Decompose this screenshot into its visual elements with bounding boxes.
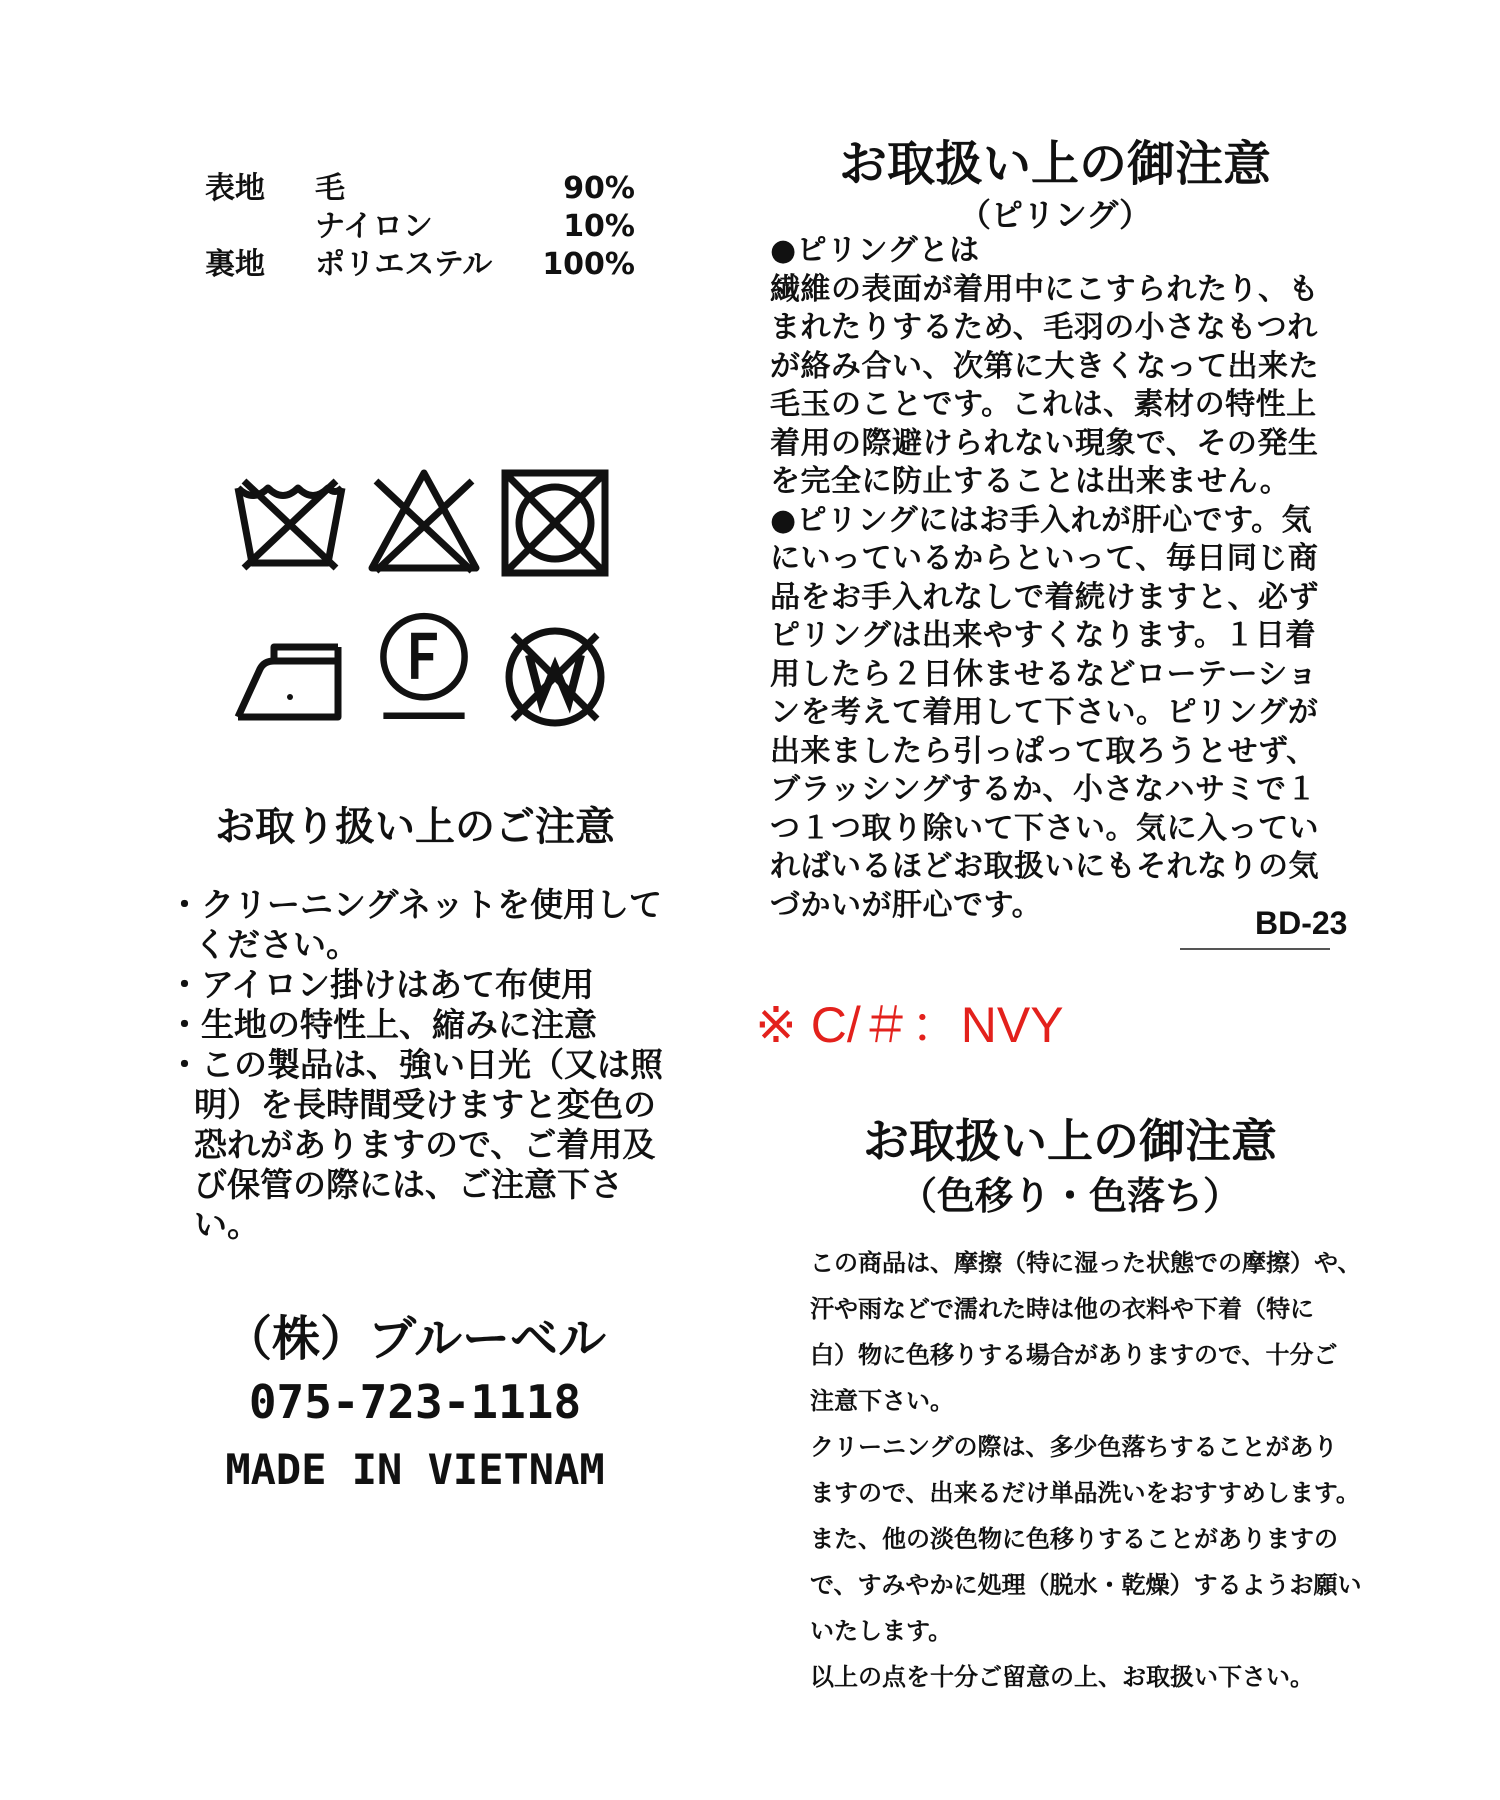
no-bleach-icon	[364, 463, 484, 583]
company-phone: 075-723-1118	[248, 1375, 582, 1429]
list-item: ・クリーニングネットを使用してください。	[168, 885, 663, 964]
list-item: ・生地の特性上、縮みに注意	[168, 1005, 597, 1044]
text-line: この商品は、摩擦（特に湿った状態での摩擦）や、	[810, 1249, 1362, 1277]
text-line: 着用の際避けられない現象で、その発生	[770, 425, 1319, 461]
text-line: 注意下さい。	[810, 1387, 954, 1415]
text-line: ればいるほどお取扱いにもそれなりの気	[770, 849, 1319, 884]
divider	[1180, 948, 1330, 950]
text-line: 白）物に色移りする場合がありますので、十分ご	[810, 1341, 1338, 1369]
text-line: にいっているからといって、毎日同じ商	[770, 541, 1319, 576]
composition-material: ナイロン	[315, 209, 433, 244]
text-line: いたします。	[810, 1617, 953, 1645]
composition-material: ポリエステル	[315, 247, 493, 282]
composition-percent: 90%	[563, 171, 635, 206]
text-line: 品をお手入れなしで着続けますと、必ず	[770, 579, 1319, 615]
text-line: まれたりするため、毛羽の小さなもつれ	[770, 310, 1318, 345]
no-tumble-dry-icon	[495, 463, 615, 583]
color-code-note: ※ C/＃：NVY	[755, 997, 1064, 1053]
iron-low-icon	[230, 617, 350, 737]
text-line: ンを考えて着用して下さい。ピリングが	[770, 695, 1319, 730]
text-line: 毛玉のことです。これは、素材の特性上	[770, 387, 1317, 422]
text-line: つ１つ取り除いて下さい。気に入ってい	[770, 810, 1319, 846]
text-line: 用したら２日休ませるなどローテーショ	[770, 656, 1318, 692]
composition-row	[205, 170, 645, 208]
composition-percent: 10%	[563, 209, 635, 244]
composition-label: 裏地	[205, 247, 265, 282]
pilling-notice-body	[770, 232, 1378, 925]
color-notice-subtitle: （色移り・色落ち）	[898, 1174, 1241, 1218]
text-line: で、すみやかに処理（脱水・乾燥）するようお願い	[810, 1571, 1362, 1599]
text-line: が絡み合い、次第に大きくなって出来た	[770, 348, 1319, 384]
color-notice-body	[810, 1240, 1370, 1700]
dry-clean-f-mild-icon	[364, 605, 484, 725]
text-line: を完全に防止することは出来ません。	[770, 464, 1291, 499]
pilling-notice-title: お取扱い上の御注意	[838, 136, 1271, 192]
text-line: ブラッシングするか、小さなハサミで１	[770, 772, 1318, 807]
composition-percent: 100%	[542, 247, 635, 282]
text-line: づかいが肝心です。	[770, 887, 1043, 923]
composition-row	[205, 208, 645, 246]
pilling-notice-subtitle: （ピリング）	[958, 196, 1152, 234]
left-notice-title: お取り扱い上のご注意	[215, 804, 615, 850]
fiber-composition-table	[205, 170, 645, 284]
list-item: ・この製品は、強い日光（又は照明）を長時間受けますと変色の恐れがありますので、ご着用及び保管の際には、ご注意下さい。	[168, 1045, 663, 1244]
no-wash-icon	[230, 463, 350, 583]
country-of-origin: MADE IN VIETNAM	[225, 1445, 605, 1494]
text-line: 繊維の表面が着用中にこすられたり、も	[770, 271, 1319, 307]
text-line: ピリングは出来やすくなります。１日着	[770, 618, 1316, 653]
text-line: ●ピリングにはお手入れが肝心です。気	[770, 502, 1313, 538]
label-code: BD-23	[1255, 905, 1348, 941]
no-wet-clean-icon	[495, 617, 615, 737]
color-notice-title: お取扱い上の御注意	[863, 1114, 1277, 1168]
company-name: （株）ブルーベル	[223, 1311, 607, 1367]
list-item: ・アイロン掛けはあて布使用	[168, 965, 595, 1004]
text-line: 出来ましたら引っぱって取ろうとせず、	[770, 733, 1317, 769]
composition-row	[205, 246, 645, 284]
composition-material: 毛	[315, 171, 345, 206]
text-line: ●ピリングとは	[770, 233, 980, 268]
composition-label: 表地	[205, 171, 265, 206]
text-line: クリーニングの際は、多少色落ちすることがあり	[810, 1433, 1338, 1461]
text-line: また、他の淡色物に色移りすることがありますの	[810, 1525, 1338, 1553]
text-line: 以上の点を十分ご留意の上、お取扱い下さい。	[810, 1663, 1314, 1691]
text-line: 汗や雨などで濡れた時は他の衣料や下着（特に	[810, 1295, 1314, 1323]
text-line: ますので、出来るだけ単品洗いをおすすめします。	[810, 1479, 1360, 1507]
left-notice-list	[168, 885, 668, 1245]
